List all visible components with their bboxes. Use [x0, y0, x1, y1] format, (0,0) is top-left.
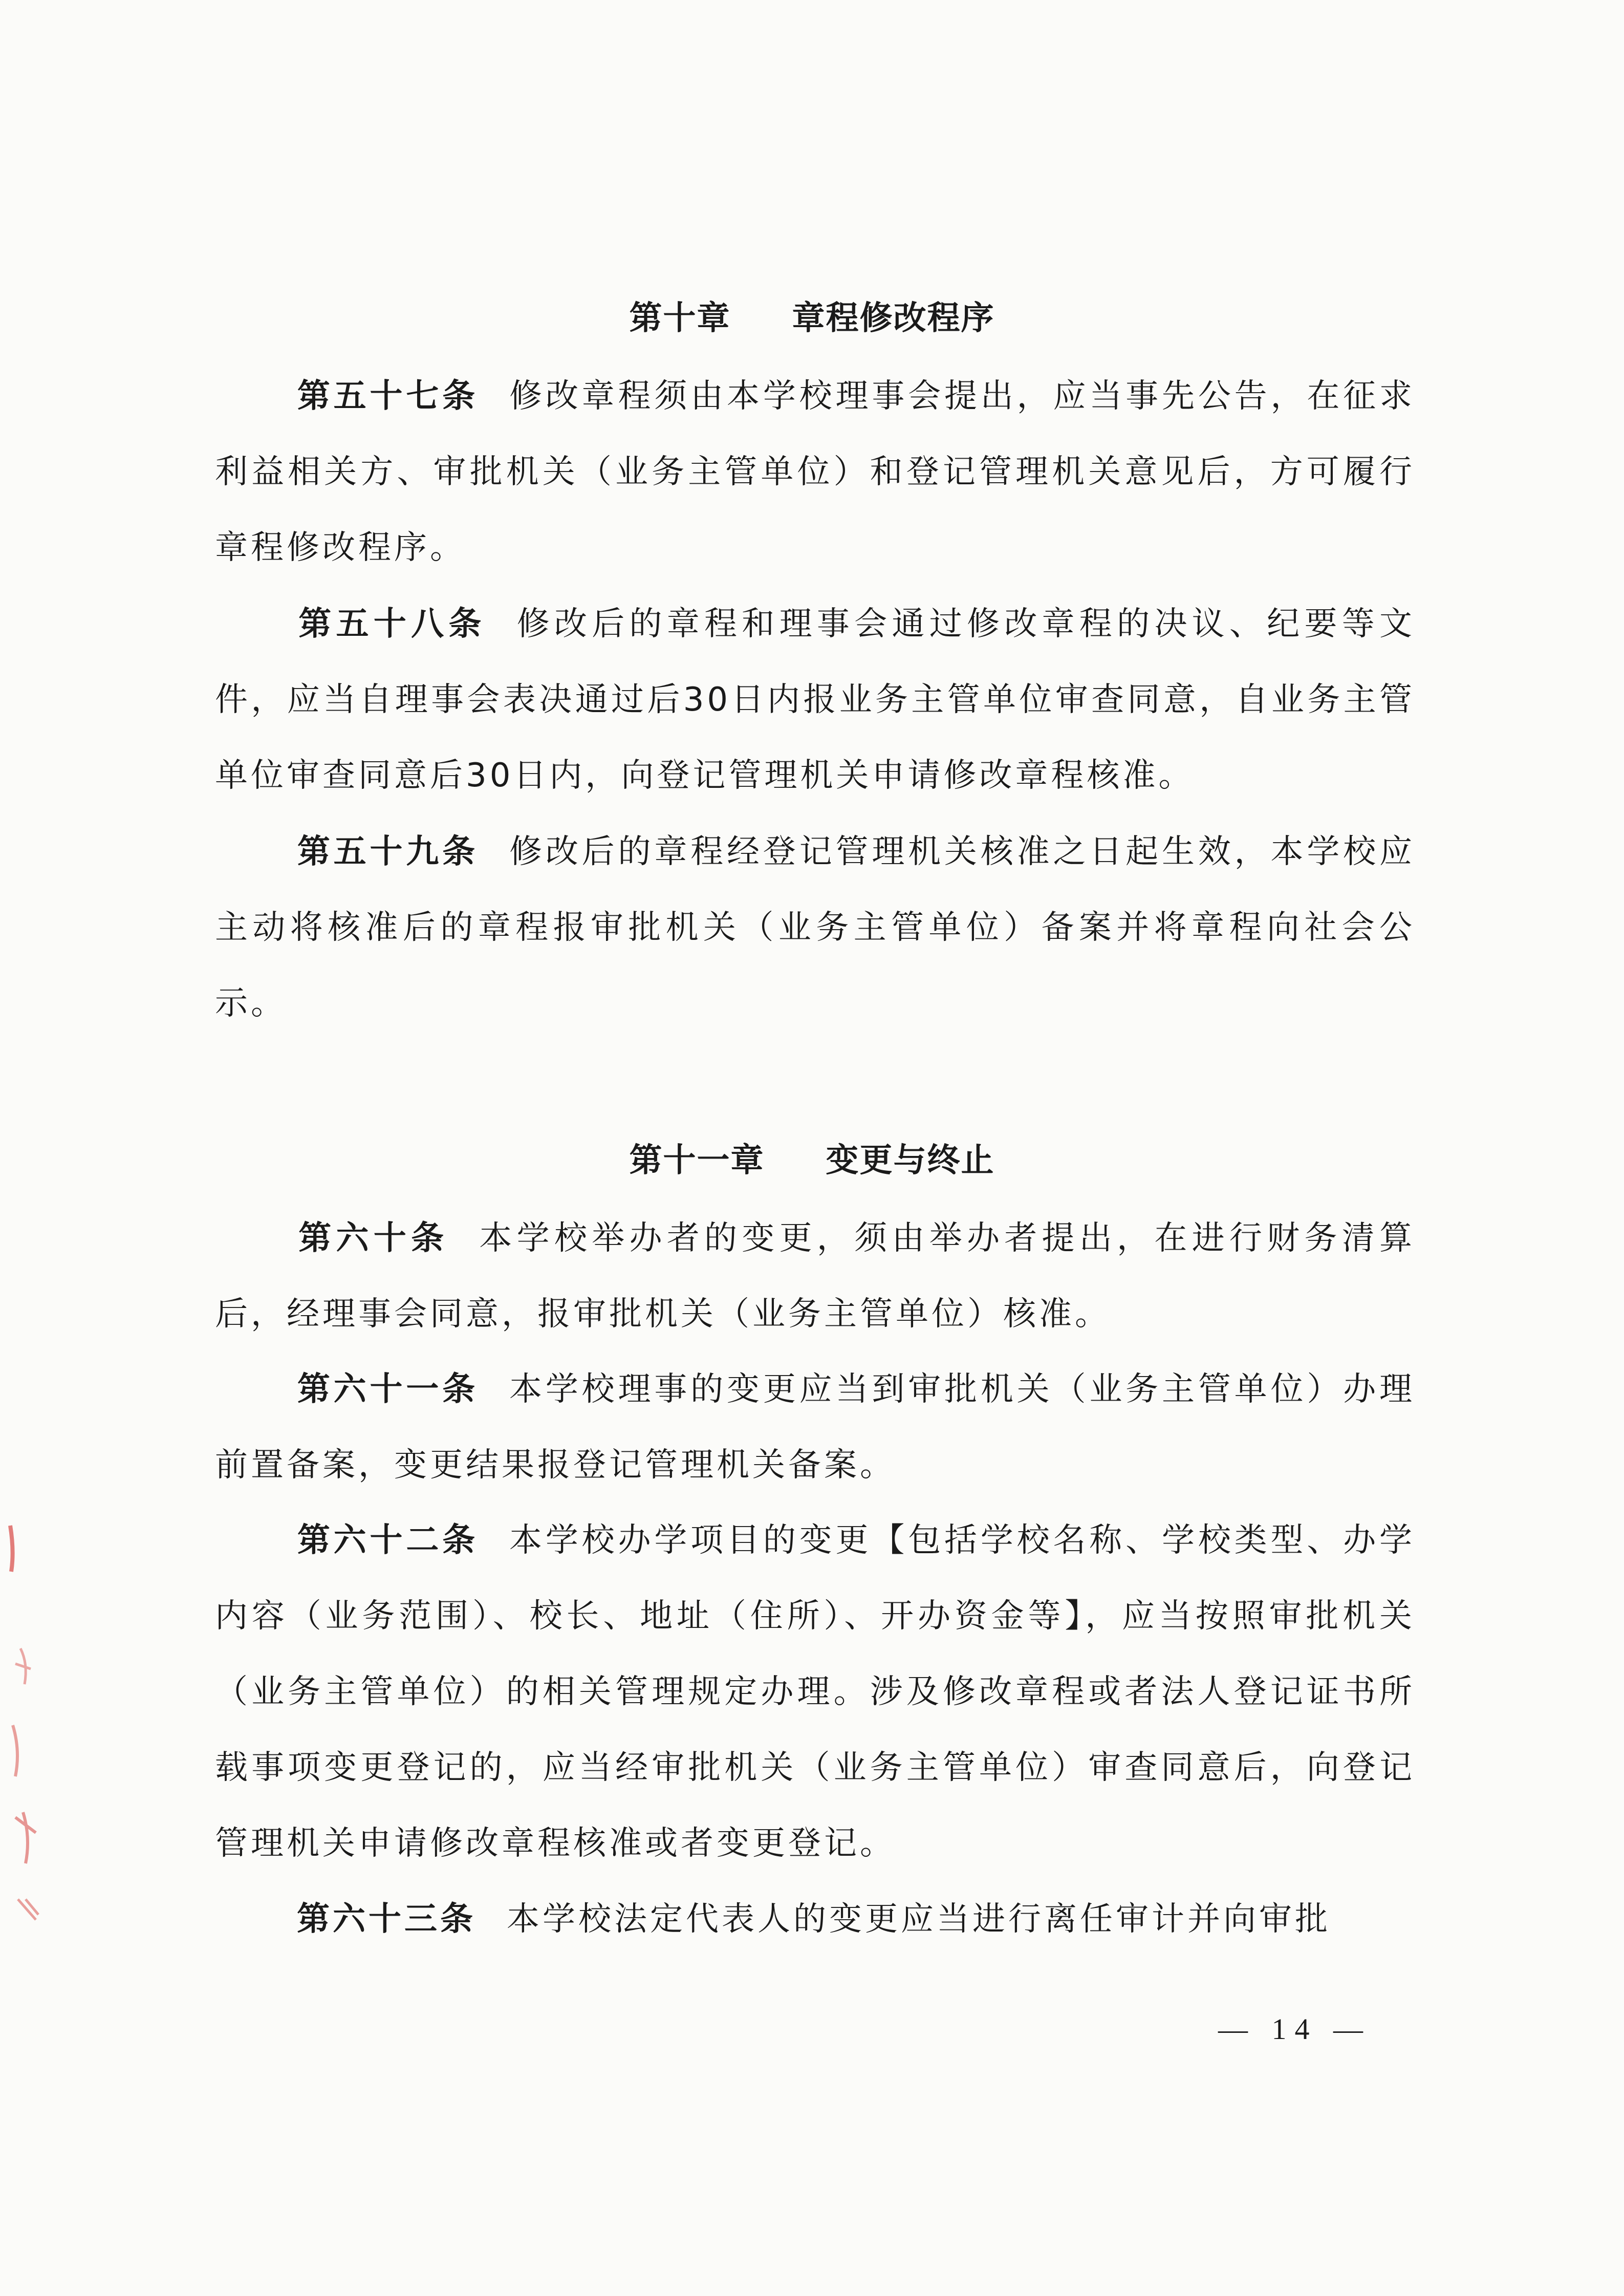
chapter-11-number: 第十一章 [629, 1141, 765, 1179]
article-58 [215, 586, 1415, 813]
article-58-label: 第五十八条 [297, 605, 486, 643]
page-number: — 14 — [1218, 2012, 1371, 2046]
article-61-text: 本学校理事的变更应当到审批机关（业务主管单位）办理前置备案，变更结果报登记管理机关备案。 [215, 1370, 1415, 1484]
article-58-text: 修改后的章程和理事会通过修改章程的决议、纪要等文件，应当自理事会表决通过后30日内报业务主管单位审查同意，自业务主管单位审查同意后30日内，向登记管理机关申请修改章程核准。 [215, 605, 1415, 795]
article-61 [215, 1351, 1415, 1503]
article-59-text: 修改后的章程经登记管理机关核准之日起生效，本学校应主动将核准后的章程报审批机关（业务主管单位）备案并将章程向社会公示。 [215, 833, 1415, 1022]
article-57-text: 修改章程须由本学校理事会提出，应当事先公告，在征求利益相关方、审批机关（业务主管单位）和登记管理机关意见后，方可履行章程修改程序。 [215, 377, 1415, 567]
chapter-10-title: 章程修改程序 [792, 299, 995, 337]
article-59-label: 第五十九条 [297, 832, 479, 871]
article-63-label: 第六十三条 [297, 1900, 476, 1938]
chapter-10-number: 第十章 [629, 299, 731, 337]
article-57-label: 第五十七条 [297, 377, 479, 415]
article-63 [215, 1881, 1415, 1957]
article-61-label: 第六十一条 [297, 1370, 479, 1408]
article-57 [215, 358, 1415, 586]
article-60 [215, 1200, 1415, 1352]
article-60-text: 本学校举办者的变更，须由举办者提出，在进行财务清算后，经理事会同意，报审批机关（业务主管单位）核准。 [215, 1219, 1416, 1333]
seal-fragment-icon [0, 1510, 46, 1971]
article-63-text: 本学校法定代表人的变更应当进行离任审计并向审批 [507, 1900, 1331, 1938]
article-62 [215, 1503, 1415, 1881]
article-60-label: 第六十条 [297, 1219, 449, 1257]
article-59 [215, 814, 1415, 1041]
article-62-label: 第六十二条 [297, 1521, 479, 1559]
chapter-11-title: 变更与终止 [826, 1141, 995, 1179]
chapter-11-heading [0, 1134, 1624, 1181]
article-62-text: 本学校办学项目的变更【包括学校名称、学校类型、办学内容（业务范围）、校长、地址（住所）、开办资金等】，应当按照审批机关（业务主管单位）的相关管理规定办理。涉及修改章程或者法人登记证书所载事项变更登记的，应当经审批机关（业务主管单位）审查同意后，向登记管理机关申请修改章程核准或者变更登记。 [215, 1521, 1415, 1862]
chapter-10-heading [0, 292, 1624, 339]
